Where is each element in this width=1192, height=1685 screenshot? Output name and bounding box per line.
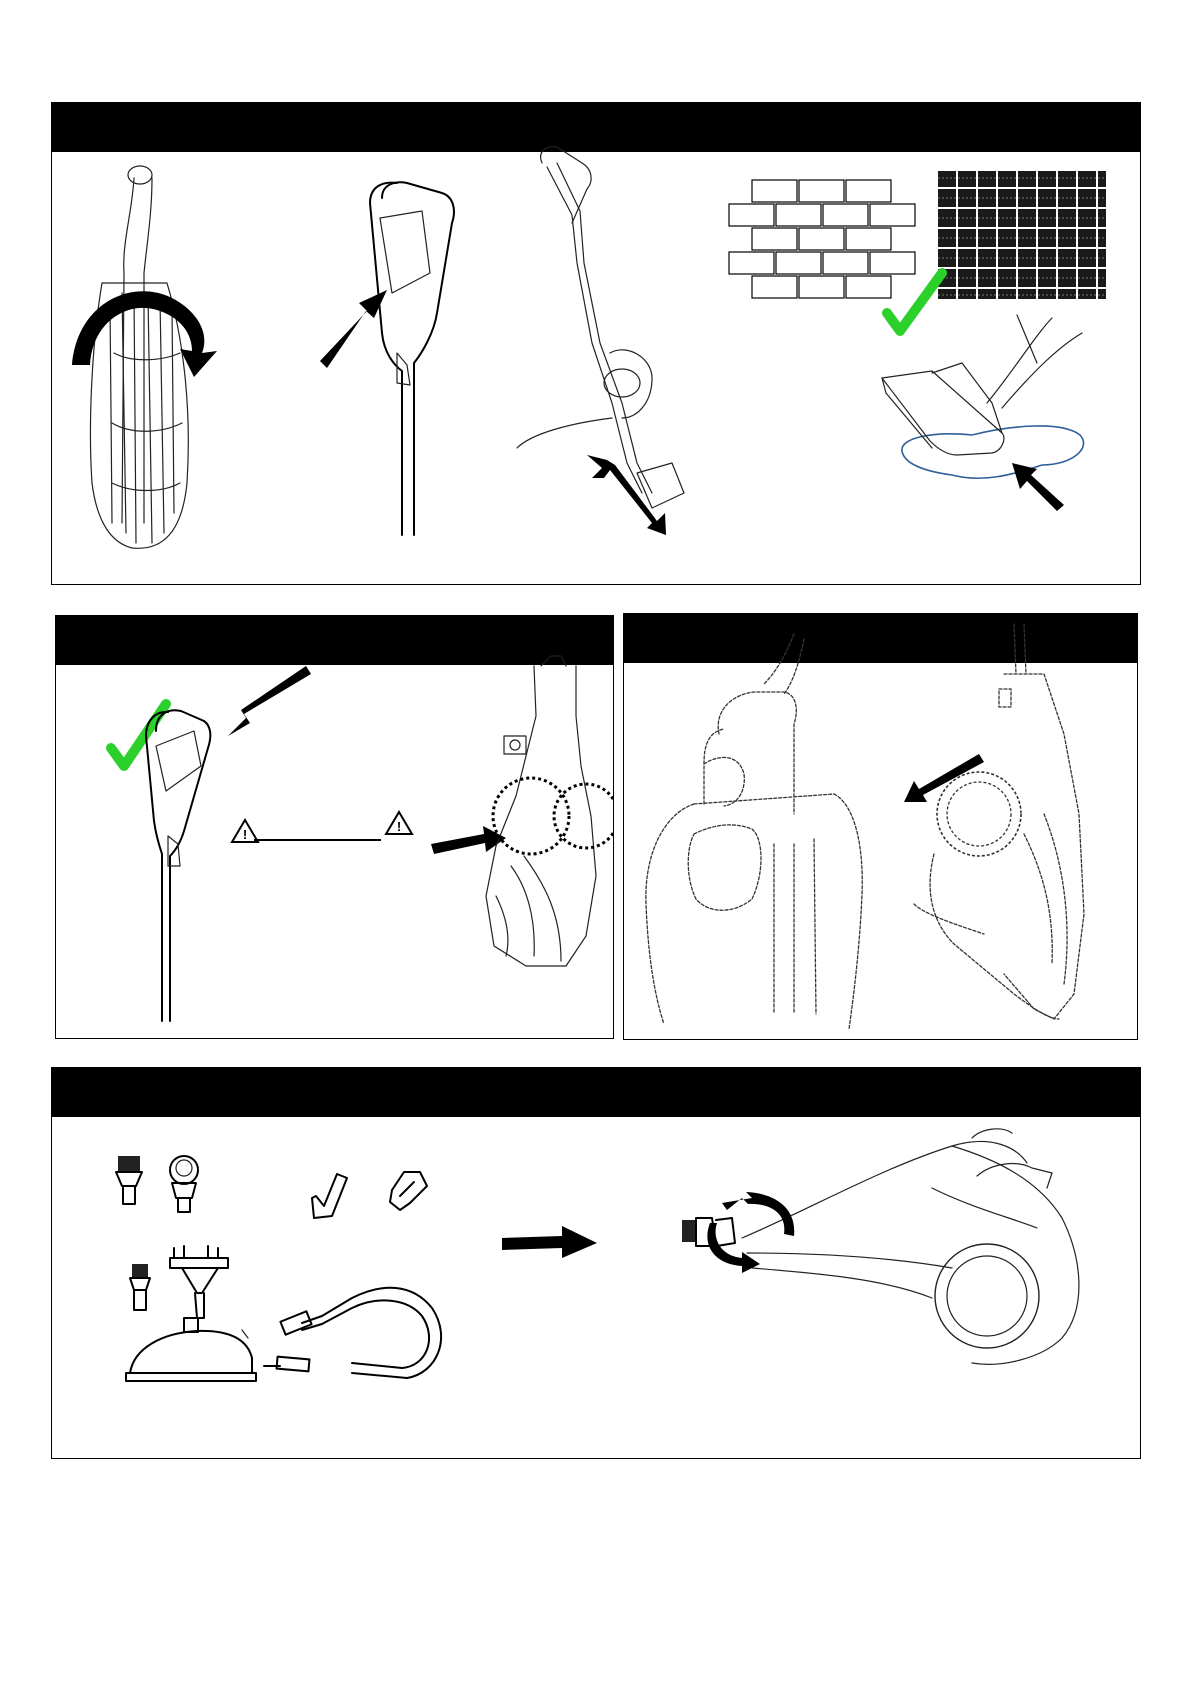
bristle-tool-accessory [170,1246,228,1318]
angled-nozzle-accessory [312,1174,347,1218]
arrow-icon [320,290,387,368]
small-brush-accessory [130,1264,150,1310]
handle-closeup-illustration [370,182,454,535]
wire-brush-accessory [170,1156,198,1212]
arrow-icon [904,754,984,802]
accessories-illustration [116,1156,441,1381]
floor-head-accessory [126,1318,256,1381]
panel-middle-right [623,613,1138,1040]
panel-bottom-illustrations [52,1068,1141,1459]
panel-top-illustrations [52,103,1141,585]
round-brush-accessory [116,1156,142,1204]
hand-holding-unit-illustration [646,634,862,1029]
mop-upright-illustration [517,147,684,508]
attaching-brush-illustration [682,1129,1079,1364]
arrow-icon [502,1226,597,1258]
arrow-icon [228,666,311,736]
carpet-illustration [938,171,1106,299]
check-icon [887,273,942,331]
panel-middle-left-illustrations [56,616,614,1039]
mop-body-detail-illustration [486,656,614,966]
brick-wall-illustration [729,180,915,298]
warning-label-group [232,812,412,842]
arrow-icon-puddle [1012,463,1064,511]
handle-illustration [146,710,210,1021]
svg-text:!: ! [242,827,248,842]
double-arrow-icon [587,455,666,535]
mop-side-illustration [914,624,1084,1019]
panel-middle-left [55,615,614,1039]
panel-bottom [51,1067,1141,1459]
extension-hose-accessory [264,1288,441,1378]
panel-middle-right-illustrations [624,614,1138,1040]
mop-with-cloth-illustration [90,166,188,548]
svg-text:!: ! [396,819,402,834]
flat-nozzle-accessory [390,1172,427,1210]
mop-on-puddle-illustration [882,315,1084,478]
panel-top [51,102,1141,585]
